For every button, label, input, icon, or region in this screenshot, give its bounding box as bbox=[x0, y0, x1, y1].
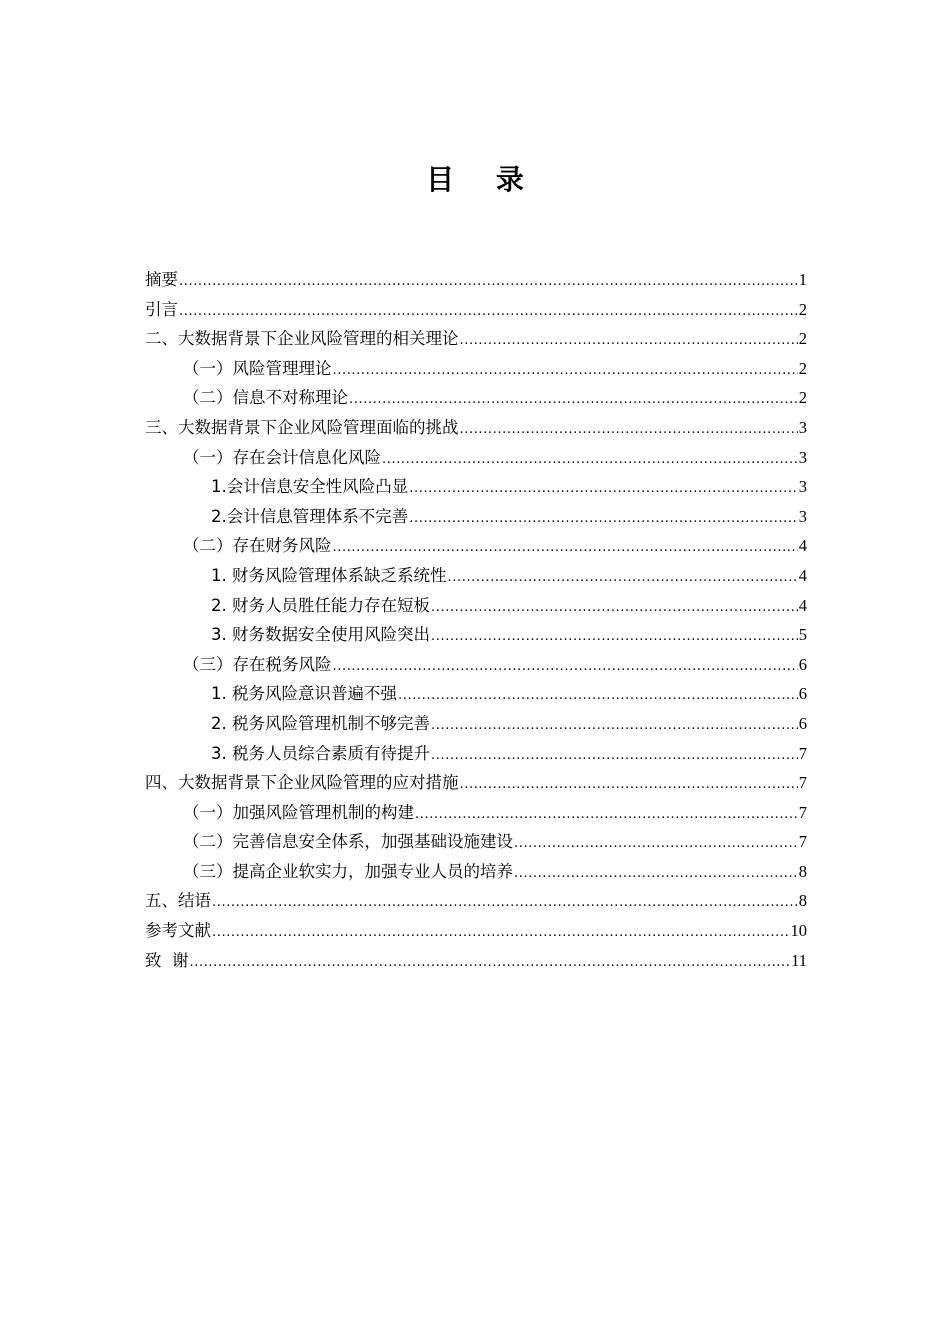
toc-entry[interactable] bbox=[145, 768, 807, 798]
toc-entry-page: 3 bbox=[798, 417, 807, 437]
toc-entry[interactable] bbox=[145, 916, 807, 946]
toc-dot-leader bbox=[349, 385, 798, 415]
toc-entry[interactable] bbox=[145, 591, 807, 621]
toc-entry-page: 2 bbox=[798, 388, 807, 408]
toc-entry-title: （三）提高企业软实力，加强专业人员的培养 bbox=[183, 861, 513, 881]
toc-entry-title: 2. 税务风险管理机制不够完善 bbox=[211, 713, 430, 733]
toc-entry-title: 五、结语 bbox=[145, 891, 211, 911]
toc-entry[interactable] bbox=[145, 383, 807, 413]
toc-entry[interactable] bbox=[145, 709, 807, 739]
toc-entry-page: 8 bbox=[798, 891, 807, 911]
toc-entry[interactable] bbox=[145, 265, 807, 295]
toc-entry[interactable] bbox=[145, 679, 807, 709]
toc-dot-leader bbox=[415, 800, 798, 830]
toc-entry-title: 参考文献 bbox=[145, 921, 211, 941]
toc-entry-page: 7 bbox=[798, 773, 807, 793]
toc-dot-leader bbox=[212, 918, 790, 948]
toc-entry-page: 10 bbox=[790, 921, 807, 941]
toc-entry[interactable] bbox=[145, 620, 807, 650]
toc-dot-leader bbox=[398, 681, 798, 711]
toc-entry[interactable] bbox=[145, 443, 807, 473]
toc-dot-leader bbox=[460, 415, 798, 445]
toc-entry[interactable] bbox=[145, 886, 807, 916]
toc-dot-leader bbox=[179, 267, 798, 297]
toc-entry-title: （一）风险管理理论 bbox=[183, 358, 332, 378]
toc-dot-leader bbox=[431, 593, 798, 623]
toc-entry-title: 3. 财务数据安全使用风险突出 bbox=[211, 625, 430, 645]
toc-entry[interactable] bbox=[145, 946, 807, 976]
toc-entry[interactable] bbox=[145, 531, 807, 561]
table-of-contents bbox=[145, 265, 807, 975]
toc-dot-leader bbox=[514, 859, 798, 889]
toc-entry-title: 引言 bbox=[145, 299, 178, 319]
toc-entry-page: 6 bbox=[798, 713, 807, 733]
toc-entry[interactable] bbox=[145, 857, 807, 887]
toc-dot-leader bbox=[190, 948, 791, 978]
toc-entry-page: 6 bbox=[798, 684, 807, 704]
toc-entry[interactable] bbox=[145, 827, 807, 857]
toc-entry-title: 1. 财务风险管理体系缺乏系统性 bbox=[211, 565, 447, 585]
toc-entry-title: 1.会计信息安全性风险凸显 bbox=[211, 477, 409, 497]
toc-dot-leader bbox=[382, 445, 798, 475]
toc-entry-title: （一）存在会计信息化风险 bbox=[183, 447, 381, 467]
toc-entry-title: 致 谢 bbox=[145, 950, 189, 970]
toc-entry[interactable] bbox=[145, 739, 807, 769]
toc-dot-leader bbox=[431, 622, 798, 652]
toc-dot-leader bbox=[409, 474, 798, 504]
toc-entry-title: （三）存在税务风险 bbox=[183, 654, 332, 674]
toc-entry-title: 二、大数据背景下企业风险管理的相关理论 bbox=[145, 329, 459, 349]
toc-entry[interactable] bbox=[145, 650, 807, 680]
toc-entry-title: 2. 财务人员胜任能力存在短板 bbox=[211, 595, 430, 615]
toc-dot-leader bbox=[333, 652, 798, 682]
toc-entry-title: （二）存在财务风险 bbox=[183, 536, 332, 556]
toc-dot-leader bbox=[431, 741, 798, 771]
toc-entry-title: 3. 税务人员综合素质有待提升 bbox=[211, 743, 430, 763]
toc-entry-page: 4 bbox=[798, 565, 807, 585]
toc-dot-leader bbox=[212, 888, 798, 918]
toc-entry[interactable] bbox=[145, 472, 807, 502]
toc-dot-leader bbox=[448, 563, 798, 593]
toc-entry-page: 8 bbox=[798, 861, 807, 881]
toc-dot-leader bbox=[514, 829, 798, 859]
toc-entry-title: 摘要 bbox=[145, 270, 178, 289]
toc-entry[interactable] bbox=[145, 798, 807, 828]
toc-entry-page: 2 bbox=[798, 329, 807, 349]
toc-dot-leader bbox=[431, 711, 798, 741]
toc-dot-leader bbox=[333, 356, 798, 386]
toc-entry-page: 7 bbox=[798, 802, 807, 822]
toc-entry-page: 5 bbox=[798, 625, 807, 645]
toc-entry-title: （一）加强风险管理机制的构建 bbox=[183, 802, 414, 822]
toc-entry-page: 4 bbox=[798, 595, 807, 615]
toc-entry[interactable] bbox=[145, 561, 807, 591]
page-title: 目 录 bbox=[426, 163, 540, 196]
toc-entry-page: 6 bbox=[798, 654, 807, 674]
toc-entry-page: 3 bbox=[798, 477, 807, 497]
toc-entry-title: 1. 税务风险意识普遍不强 bbox=[211, 684, 397, 704]
toc-entry-page: 1 bbox=[798, 270, 807, 289]
toc-entry[interactable] bbox=[145, 413, 807, 443]
toc-entry-page: 11 bbox=[791, 950, 807, 970]
toc-entry-page: 4 bbox=[798, 536, 807, 556]
toc-dot-leader bbox=[179, 297, 798, 327]
toc-entry[interactable] bbox=[145, 502, 807, 532]
toc-entry-page: 3 bbox=[798, 506, 807, 526]
toc-dot-leader bbox=[333, 533, 798, 563]
toc-entry-title: 四、大数据背景下企业风险管理的应对措施 bbox=[145, 773, 459, 793]
toc-dot-leader bbox=[409, 504, 798, 534]
toc-dot-leader bbox=[460, 770, 798, 800]
toc-entry[interactable] bbox=[145, 295, 807, 325]
toc-entry-title: （二）信息不对称理论 bbox=[183, 388, 348, 408]
toc-entry-title: 三、大数据背景下企业风险管理面临的挑战 bbox=[145, 417, 459, 437]
toc-entry-title: 2.会计信息管理体系不完善 bbox=[211, 506, 409, 526]
toc-entry-page: 7 bbox=[798, 743, 807, 763]
toc-entry[interactable] bbox=[145, 354, 807, 384]
toc-entry-page: 3 bbox=[798, 447, 807, 467]
toc-entry-page: 2 bbox=[798, 299, 807, 319]
toc-entry-title: （二）完善信息安全体系，加强基础设施建设 bbox=[183, 832, 513, 852]
toc-entry[interactable] bbox=[145, 324, 807, 354]
toc-entry-page: 7 bbox=[798, 832, 807, 852]
toc-dot-leader bbox=[460, 326, 798, 356]
toc-entry-page: 2 bbox=[798, 358, 807, 378]
